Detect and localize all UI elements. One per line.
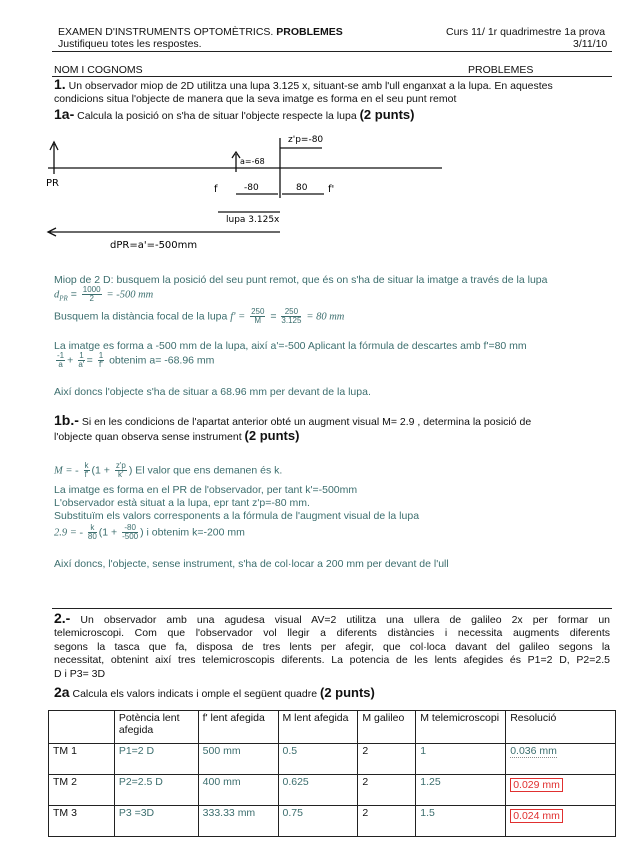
- descartes-den1: a: [58, 360, 63, 369]
- question-1a-label: 1a-: [54, 106, 75, 122]
- descartes-frac-3: [98, 352, 104, 369]
- dpr-sub: PR: [59, 294, 68, 303]
- table-cell: [506, 744, 616, 775]
- table-cell: 0.75: [278, 806, 358, 837]
- focal-text: Busquem la distància focal de la lupa: [54, 310, 228, 323]
- descartes-num1: -1: [57, 351, 65, 360]
- table-header-cell: Potència lent afegida: [114, 711, 198, 744]
- dpr-fraction: [82, 286, 102, 303]
- table-cell: TM 1: [49, 744, 115, 775]
- descartes-den3: f': [99, 360, 103, 369]
- focal-fraction-2: [281, 308, 301, 325]
- answer-1a-line1: Miop de 2 D: busquem la posició del seu punt remot, que és on s'ha de situar la imatge a través de la lupa: [54, 274, 548, 286]
- sketch-d-right: 80: [296, 183, 308, 193]
- question-1b: [54, 414, 612, 444]
- sketch-f-left: f: [214, 184, 218, 195]
- answer-1b-line2: La imatge es forma en el PR de l'observador, per tant k'=-500mm: [54, 484, 358, 496]
- m-frac-k-num: k: [84, 461, 89, 470]
- table-cell: [506, 775, 616, 806]
- eq-frac-z-num: -80: [122, 524, 138, 533]
- course-info: Curs 11/ 1r quadrimestre 1a prova: [446, 26, 606, 38]
- table-cell: 2: [358, 744, 416, 775]
- focal-den1: M: [254, 316, 262, 325]
- focal-lhs: f' =: [230, 311, 246, 323]
- table-cell: P1=2 D: [114, 744, 198, 775]
- table-cell: 1.5: [416, 806, 506, 837]
- question-2a-points: (2 punts): [319, 685, 375, 700]
- sketch-dpr-label: dPR=a'=-500mm: [110, 240, 198, 251]
- answer-1b-line3: L'observador està situat a la lupa, epr tant z'p=-80 mm.: [54, 497, 310, 509]
- sketch-lupa-label: lupa 3.125x: [226, 215, 280, 225]
- question-2a: [54, 684, 375, 700]
- table-row: [49, 744, 616, 775]
- question-2-line5: D i P3= 3D: [54, 667, 106, 680]
- table-cell: 2: [358, 806, 416, 837]
- eq-frac-k-den: 80: [87, 532, 97, 541]
- table-cell: 333.33 mm: [198, 806, 278, 837]
- answer-1a-line4: La imatge es forma a -500 mm de la lupa, així a'=-500 Aplicant la fórmula de descartes amb f'=80 mm: [54, 340, 527, 352]
- question-2-line4: necessitat, obtenint així tres telemicroscopis diferents. La potencia de les lents afegides és P1=2 D, P2=2.5: [54, 654, 610, 667]
- question-1b-label: 1b.-: [54, 412, 79, 428]
- table-cell: 1.25: [416, 775, 506, 806]
- table-cell: P2=2.5 D: [114, 775, 198, 806]
- table-header-row: [49, 711, 616, 744]
- exam-subtitle: Justifiqueu totes les respostes.: [58, 38, 202, 50]
- m-frac-z-num: z'p: [115, 461, 126, 470]
- table-header-cell: M galileo: [358, 711, 416, 744]
- sketch-f-right: f': [328, 184, 335, 195]
- question-1-text-line1: Un observador miop de 2D utilitza una lupa 3.125 x, situant-se amb l'ull enganxat a la lupa. En aquestes: [68, 80, 553, 92]
- answer-1b-conclusion: Així doncs, l'objecte, sense instrument, s'ha de col·locar a 200 mm per devant de l'ull: [54, 558, 449, 570]
- section-divider: [52, 608, 612, 609]
- focal-rhs: = 80 mm: [306, 311, 345, 323]
- table-row: [49, 775, 616, 806]
- eq-frac-z-den: -500: [122, 532, 139, 541]
- telemicroscope-table: [48, 710, 616, 837]
- name-label: NOM I COGNOMS: [54, 64, 143, 76]
- sketch-z-label: z'p=-80: [288, 135, 324, 145]
- question-2-line2: telemicroscopi. Com que l'observador vol llegir a diferents distàncies i necessita augments diferents: [54, 627, 610, 640]
- resolution-highlight: 0.029 mm: [510, 778, 563, 792]
- table-cell: 0.625: [278, 775, 358, 806]
- question-2-line1: [54, 612, 610, 627]
- table-row: [49, 806, 616, 837]
- question-1a-text: Calcula la posició on s'ha de situar l'objecte respecte la lupa: [77, 110, 357, 122]
- ray-diagram-sketch: [40, 124, 460, 254]
- question-2a-text: Calcula els valors indicats i omple el següent quadre: [72, 688, 318, 700]
- m-frac-z-den: k': [118, 470, 124, 479]
- table-cell: [506, 806, 616, 837]
- answer-1b-line4: Substituïm els valors corresponents a la fórmula de l'augment visual de la lupa: [54, 510, 420, 522]
- question-1-number: 1.: [54, 76, 66, 92]
- m-frac-k-den: f': [84, 470, 89, 479]
- table-header-cell: f' lent afegida: [198, 711, 278, 744]
- question-2a-label: 2a: [54, 684, 70, 700]
- sketch-d-left: -80: [244, 183, 259, 193]
- dpr-lhs: d: [54, 289, 60, 301]
- exam-title: [58, 26, 343, 38]
- table-cell: TM 2: [49, 775, 115, 806]
- m-frac-k: [84, 462, 90, 479]
- m-paren: 1 +: [95, 464, 110, 477]
- eq-frac-k: [88, 524, 97, 541]
- table-cell: 1: [416, 744, 506, 775]
- answer-1a-descartes: $\frac{-1}{a}$ + $\frac{1}{a'}$ = $\frac{1}{f'}$ obtenim a= -68.96 mm: [57, 351, 215, 369]
- eq-lhs: 2.9 = -: [54, 527, 83, 539]
- table-cell: P3 =3D: [114, 806, 198, 837]
- dpr-num: 1000: [82, 285, 101, 294]
- focal-den2: 3.125: [281, 316, 302, 325]
- descartes-num2: 1: [79, 351, 84, 360]
- eq-paren: 1 +: [102, 526, 118, 539]
- focal-num2: 250: [281, 308, 301, 317]
- question-2-line3: segons la tasca que fa, disposa de tres lents per afegir, que col·loca davant del galileo segons la: [54, 640, 610, 653]
- question-1: [54, 78, 612, 106]
- m-formula-text: El valor que ens demanen és k.: [135, 464, 283, 477]
- header-divider: [52, 51, 612, 52]
- question-1a: [54, 106, 414, 122]
- exam-date: 3/11/10: [573, 38, 608, 50]
- table-header-cell: [49, 711, 115, 744]
- m-formula-lhs: M = -: [54, 465, 79, 477]
- name-divider: [52, 76, 612, 77]
- descartes-den2: a': [78, 360, 85, 369]
- table-cell: TM 3: [49, 806, 115, 837]
- descartes-frac-1: [56, 352, 65, 369]
- answer-1a-conclusion: Així doncs l'objecte s'ha de situar a 68.96 mm per devant de la lupa.: [54, 386, 371, 398]
- eq-frac-z: [122, 524, 138, 541]
- eq-result: i obtenim k=-200 mm: [146, 526, 245, 539]
- exam-title-bold: PROBLEMES: [276, 26, 343, 38]
- focal-fraction-1: [250, 308, 265, 325]
- resolution-value: 0.036 mm: [510, 745, 557, 757]
- answer-1b-formula: M = - $\frac{k}{f'}$ (1 + $\frac{z'p}{k'}$ ) El valor que ens demanen és k.: [54, 461, 283, 479]
- question-1b-text-line1: Si en les condicions de l'apartat anterior obté un augment visual M= 2.9 , determina la posició de: [81, 416, 532, 428]
- question-1a-points: (2 punts): [359, 107, 415, 122]
- table-cell: 2: [358, 775, 416, 806]
- table-cell: 0.5: [278, 744, 358, 775]
- eq-frac-k-num: k: [88, 524, 97, 533]
- question-2-line1-text: Un observador amb una agudesa visual AV=2 utilitza una ullera de galileo 2x per formar un: [80, 614, 610, 626]
- sketch-pr-label: PR: [46, 178, 59, 189]
- table-header-cell: Resolució: [506, 711, 616, 744]
- question-1-text-line2: condicions situa l'objecte de manera que la seva imatge es forma en el seu punt remot: [54, 93, 457, 105]
- question-1b-points: (2 punts): [244, 428, 300, 443]
- exam-title-normal: EXAMEN D'INSTRUMENTS OPTOMÈTRICS.: [58, 26, 277, 38]
- answer-1a-focal: Busquem la distància focal de la lupa f' = $\frac{250}{M}$ = $\frac{250}{3.125}$ = 80 mm: [54, 307, 345, 325]
- resolution-highlight: 0.024 mm: [510, 809, 563, 823]
- descartes-result: obtenim a= -68.96 mm: [109, 354, 215, 367]
- dpr-rhs: = -500 mm: [106, 289, 154, 301]
- table-header-cell: M telemicroscopi: [416, 711, 506, 744]
- focal-num1: 250: [251, 307, 265, 316]
- m-frac-z: [115, 462, 127, 479]
- answer-1a-dpr: $d_{PR}$ = $\frac{1000}{2}$ = -500 mm: [54, 285, 154, 303]
- question-2-number: 2.-: [54, 610, 71, 626]
- section-label: PROBLEMES: [468, 64, 534, 76]
- dpr-den: 2: [89, 294, 94, 303]
- question-2: [54, 612, 610, 681]
- descartes-frac-2: [78, 352, 84, 369]
- table-cell: 500 mm: [198, 744, 278, 775]
- table-cell: 400 mm: [198, 775, 278, 806]
- table-header-cell: M lent afegida: [278, 711, 358, 744]
- question-1b-text-line2: l'objecte quan observa sense instrument: [54, 431, 242, 443]
- descartes-num3: 1: [98, 351, 104, 360]
- answer-1b-equation: 2.9 = - $\frac{k}{80}$ (1 + $\frac{-80}{-500}$ ) i obtenim k=-200 mm: [54, 523, 245, 541]
- sketch-a-label: a=-68: [240, 157, 265, 166]
